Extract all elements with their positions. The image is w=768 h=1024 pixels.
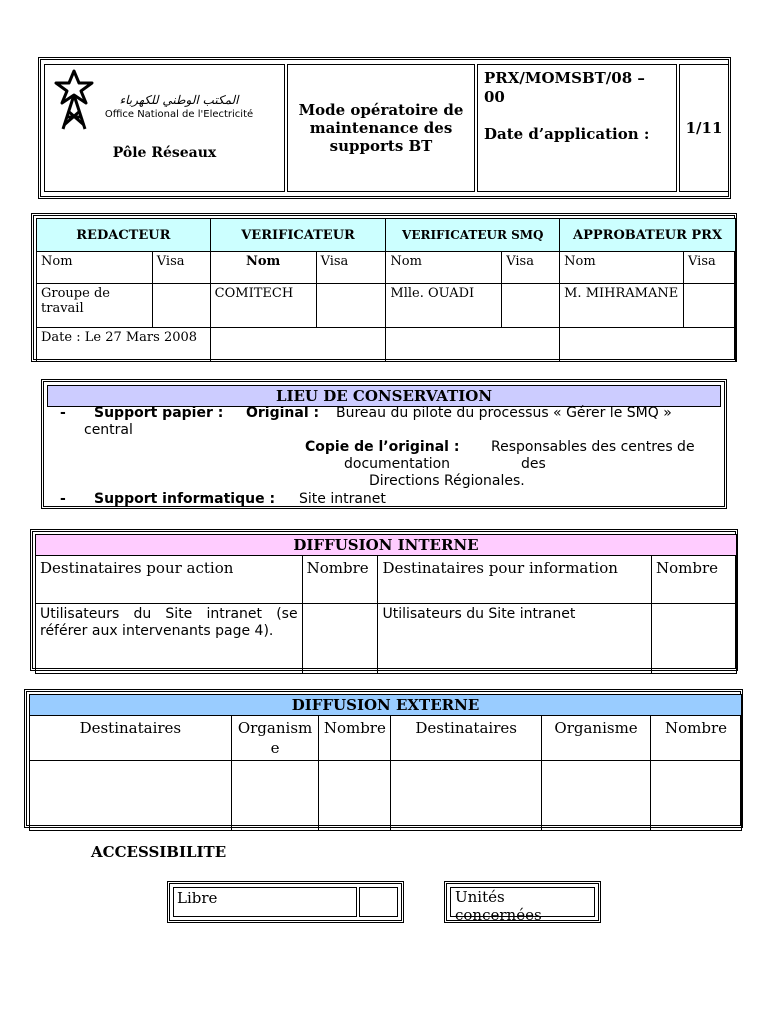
nom-label: Nom bbox=[210, 252, 316, 284]
empty-cell bbox=[319, 761, 391, 831]
verificateur-smq-visa bbox=[502, 284, 560, 328]
destinataires-information-header: Destinataires pour information bbox=[378, 556, 652, 604]
copie-label: Copie de l’original : bbox=[305, 439, 460, 455]
nom-label: Nom bbox=[37, 252, 153, 284]
diffusion-externe-empty-row bbox=[30, 761, 742, 831]
visa-label: Visa bbox=[684, 252, 736, 284]
date-cell-empty bbox=[386, 328, 560, 362]
unites-box bbox=[444, 881, 601, 923]
date-application-label: Date d’application : bbox=[484, 125, 650, 143]
page-number-cell bbox=[679, 64, 729, 192]
redacteur-visa bbox=[152, 284, 210, 328]
empty-cell bbox=[542, 761, 651, 831]
verificateur-header: VERIFICATEUR bbox=[210, 219, 386, 252]
nombre-information-value bbox=[652, 604, 737, 674]
libre-checkbox-cell bbox=[359, 887, 398, 917]
diffusion-interne-title-row bbox=[36, 535, 737, 556]
document-title-cell bbox=[287, 64, 475, 192]
verificateur-smq-header: VERIFICATEUR SMQ bbox=[386, 219, 560, 252]
diffusion-interne-title: DIFFUSION INTERNE bbox=[36, 535, 737, 556]
logo-cell bbox=[44, 64, 285, 192]
destinataires-action-value: Utilisateurs du Site intranet (se référer aux intervenants page 4). bbox=[36, 604, 303, 674]
approbateur-visa bbox=[684, 284, 736, 328]
copie-value-line3: Directions Régionales. bbox=[369, 473, 525, 489]
nom-label: Nom bbox=[386, 252, 502, 284]
organisme-header: Organisme bbox=[231, 716, 319, 761]
visa-label: Visa bbox=[316, 252, 386, 284]
org-name: Office National de l'Electricité bbox=[104, 109, 254, 120]
redacteur-header: REDACTEUR bbox=[37, 219, 211, 252]
page-number: 1/11 bbox=[685, 119, 723, 137]
approbateur-name: M. MIHRAMANE bbox=[560, 284, 684, 328]
document-title: Mode opératoire de maintenance des supports BT bbox=[298, 101, 464, 155]
reference-cell bbox=[477, 64, 677, 192]
nombre-header: Nombre bbox=[319, 716, 391, 761]
original-value: Bureau du pilote du processus « Gérer le SMQ » bbox=[336, 405, 672, 421]
original-label: Original : bbox=[246, 405, 320, 421]
empty-cell bbox=[391, 761, 542, 831]
onee-pylon-logo-icon bbox=[51, 67, 97, 131]
signature-date: Date : Le 27 Mars 2008 bbox=[37, 328, 211, 362]
support-informatique-label: Support informatique : bbox=[94, 491, 276, 507]
signatures-date-row bbox=[37, 328, 736, 362]
destinataires-header: Destinataires bbox=[391, 716, 542, 761]
nombre-header: Nombre bbox=[651, 716, 742, 761]
accessibilite-title: ACCESSIBILITE bbox=[91, 843, 227, 861]
verificateur-name: COMITECH bbox=[210, 284, 316, 328]
organisme-header: Organisme bbox=[542, 716, 651, 761]
date-cell-empty bbox=[210, 328, 386, 362]
libre-box bbox=[167, 881, 404, 923]
signatures-header-row bbox=[37, 219, 736, 252]
verificateur-smq-name: Mlle. OUADI bbox=[386, 284, 502, 328]
bullet: - bbox=[60, 405, 66, 421]
copie-value-line2b: des bbox=[521, 456, 546, 472]
diffusion-externe-table bbox=[29, 694, 742, 831]
nombre-action-value bbox=[302, 604, 378, 674]
diffusion-interne-header-row bbox=[36, 556, 737, 604]
verificateur-visa bbox=[316, 284, 386, 328]
copie-value: Responsables des centres de bbox=[491, 439, 695, 455]
nombre-header: Nombre bbox=[652, 556, 737, 604]
pole-label: Pôle Réseaux bbox=[112, 145, 217, 161]
nom-label: Nom bbox=[560, 252, 684, 284]
empty-cell bbox=[231, 761, 319, 831]
diffusion-interne-row bbox=[36, 604, 737, 674]
destinataires-information-value: Utilisateurs du Site intranet bbox=[378, 604, 652, 674]
original-value-continued: central bbox=[84, 422, 133, 438]
approbateur-header: APPROBATEUR PRX bbox=[560, 219, 736, 252]
bullet: - bbox=[60, 491, 66, 507]
diffusion-interne-frame bbox=[30, 529, 738, 671]
copie-value-line2: documentation bbox=[344, 456, 451, 472]
lieu-conservation-title: LIEU DE CONSERVATION bbox=[47, 385, 721, 407]
support-papier-label: Support papier : bbox=[94, 405, 224, 421]
lieu-conservation-box bbox=[41, 379, 727, 509]
diffusion-externe-header-row bbox=[30, 716, 742, 761]
visa-label: Visa bbox=[502, 252, 560, 284]
signatures-table bbox=[36, 218, 736, 362]
destinataires-header: Destinataires bbox=[30, 716, 232, 761]
document-reference: PRX/MOMSBT/08 – 00 bbox=[484, 69, 645, 106]
visa-label: Visa bbox=[152, 252, 210, 284]
signatures-table-frame bbox=[31, 213, 737, 362]
date-cell-empty bbox=[560, 328, 736, 362]
diffusion-externe-frame bbox=[24, 689, 743, 828]
support-informatique-value: Site intranet bbox=[299, 491, 386, 507]
document-header bbox=[38, 57, 731, 199]
nombre-header: Nombre bbox=[302, 556, 378, 604]
org-arabic-name: المكتب الوطني للكهرباء bbox=[119, 93, 239, 107]
diffusion-externe-title-row bbox=[30, 695, 742, 716]
unites-concernees-label: Unités concernées bbox=[450, 887, 595, 917]
libre-label: Libre bbox=[173, 887, 357, 917]
signatures-name-row bbox=[37, 284, 736, 328]
destinataires-action-header: Destinataires pour action bbox=[36, 556, 303, 604]
empty-cell bbox=[651, 761, 742, 831]
redacteur-name: Groupe de travail bbox=[37, 284, 153, 328]
signatures-label-row bbox=[37, 252, 736, 284]
diffusion-externe-title: DIFFUSION EXTERNE bbox=[30, 695, 742, 716]
empty-cell bbox=[30, 761, 232, 831]
diffusion-interne-table bbox=[35, 534, 737, 674]
